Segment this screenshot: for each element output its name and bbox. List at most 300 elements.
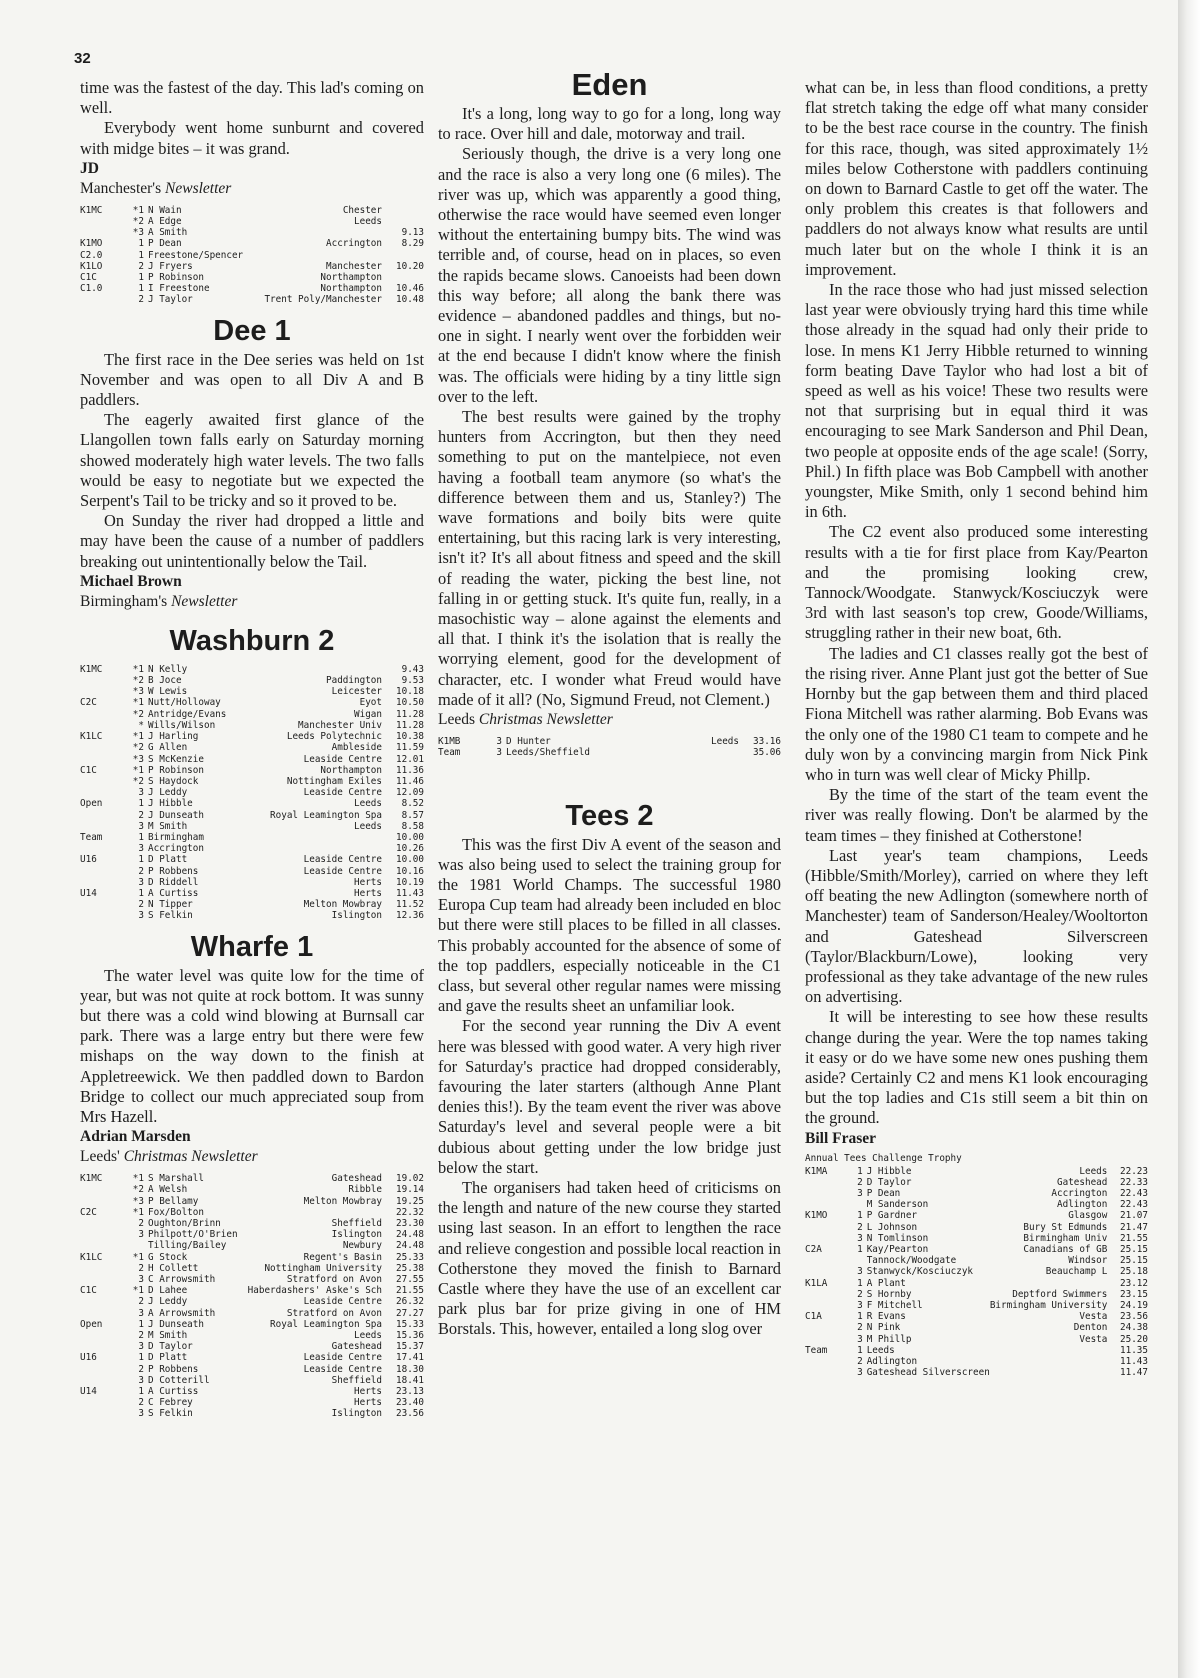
table-cell-club: Paddington xyxy=(326,675,382,687)
page-number: 32 xyxy=(74,50,91,67)
source: Leeds' Christmas Newsletter xyxy=(80,1148,258,1166)
table-cell-pos: 3 xyxy=(138,1408,144,1420)
table-cell-club xyxy=(241,1207,388,1218)
table-row xyxy=(80,283,424,294)
table-cell-time: 11.59 xyxy=(396,742,424,754)
table-cell-cls xyxy=(80,675,118,686)
table-cell-time: 11.28 xyxy=(396,708,424,720)
table-cell-club: Leaside Centre xyxy=(303,865,382,877)
table-cell-name: F Mitchell xyxy=(866,1300,923,1311)
table-cell-cls xyxy=(805,1188,840,1199)
table-cell-pos: *2 xyxy=(132,216,144,228)
table-cell-pos: 2 xyxy=(138,260,144,272)
table-cell-cls: Team xyxy=(80,831,103,843)
table-cell-club: Trent Poly/Manchester xyxy=(264,294,382,306)
table-cell-club: Leeds xyxy=(1079,1165,1108,1177)
table-cell-club: Leaside Centre xyxy=(303,1363,382,1375)
table-cell-club: Leeds xyxy=(354,216,382,228)
table-row xyxy=(805,1334,1148,1345)
table-row xyxy=(80,866,424,877)
table-cell-time: 8.29 xyxy=(401,238,424,250)
table-cell-cls xyxy=(80,877,118,888)
table-cell-cls xyxy=(80,686,118,697)
table-row xyxy=(805,1177,1148,1188)
table-cell-time: 23.40 xyxy=(396,1397,424,1409)
table-cell-cls: C1C xyxy=(80,764,97,776)
table-cell-cls xyxy=(80,1296,118,1307)
table-cell-time: 11.35 xyxy=(1120,1344,1148,1356)
table-cell-cls: C2C xyxy=(80,1206,97,1218)
table-cell-pos: 1 xyxy=(857,1311,863,1323)
table-cell-club: Stratford on Avon xyxy=(286,1307,382,1319)
table-cell-time: 8.57 xyxy=(401,809,424,821)
table-cell-name: P Robinson xyxy=(148,764,204,776)
table-cell-pos: 1 xyxy=(138,1352,144,1364)
paragraph: The water level was quite low for the time of year, but was not quite at rock bottom. It was sunny but there was a cold wind blowing at Burnsall car park. There was a large entry but there were few mishaps on the way down to the finish at Appletreewick. We then paddled down to Bardon Bridge to collect our much appreciated soup from Mrs Hazell. xyxy=(80,965,424,1126)
table-row xyxy=(80,854,424,865)
table-cell-club: Royal Leamington Spa xyxy=(270,809,382,821)
table-cell-time xyxy=(388,216,424,227)
table-cell-cls xyxy=(80,720,118,731)
table-cell-pos: *1 xyxy=(132,1251,144,1263)
table-cell-pos: *1 xyxy=(132,697,144,709)
table-cell-time: 24.48 xyxy=(396,1240,424,1252)
table-row xyxy=(805,1255,1148,1266)
table-cell-pos: *3 xyxy=(132,227,144,239)
table-cell-time: 15.36 xyxy=(396,1330,424,1342)
table-cell-pos: * xyxy=(138,719,144,731)
table-cell-pos: 2 xyxy=(138,1363,144,1375)
table-row xyxy=(80,1218,424,1229)
table-cell-cls: C1C xyxy=(80,1285,97,1297)
table-row xyxy=(80,205,424,216)
table-cell-cls: U16 xyxy=(80,1352,97,1364)
table-cell-name: P Robbens xyxy=(148,1363,199,1375)
table-cell-pos: 1 xyxy=(138,283,144,295)
table-row xyxy=(80,910,424,921)
table-cell-time: 23.56 xyxy=(1120,1311,1148,1323)
table-row xyxy=(80,832,424,843)
table-cell-pos: 3 xyxy=(857,1300,863,1311)
table-cell-pos: *3 xyxy=(132,1195,144,1207)
table-cell-name: S Marshall xyxy=(148,1173,204,1185)
table-cell-time: 10.16 xyxy=(396,865,424,877)
table-row xyxy=(80,1240,424,1251)
table-cell-time: 23.15 xyxy=(1120,1288,1148,1300)
table-cell-cls xyxy=(805,1255,840,1266)
table-cell-name: J Dunseath xyxy=(148,809,204,821)
table-cell-club: Windsor xyxy=(1068,1255,1108,1267)
table-cell-club xyxy=(990,1356,1114,1367)
table-cell-club: Leaside Centre xyxy=(303,753,382,765)
table-cell-time xyxy=(388,272,424,283)
table-cell-time: 35.06 xyxy=(753,747,781,759)
table-cell-pos: 3 xyxy=(138,843,144,855)
table-cell-club xyxy=(990,1278,1114,1289)
table-cell-cls: K1LC xyxy=(80,731,103,743)
table-cell-club xyxy=(676,747,745,758)
page-edge xyxy=(1178,0,1200,1678)
table-cell-club: Sheffield xyxy=(331,1374,382,1386)
table-cell-pos: *1 xyxy=(132,204,144,216)
table-cell-name: Fox/Bolton xyxy=(148,1206,204,1218)
table-cell-name: A Plant xyxy=(866,1277,906,1289)
table-cell-cls xyxy=(80,216,118,227)
table-cell-name: R Evans xyxy=(866,1311,906,1323)
table-row xyxy=(80,1263,424,1274)
table-cell-cls: K1LA xyxy=(805,1277,828,1289)
table-cell-name: J Harling xyxy=(148,731,199,743)
table-cell-club: Newbury xyxy=(342,1240,382,1252)
table-row xyxy=(80,1274,424,1285)
table-cell-name: S Hornby xyxy=(866,1288,912,1300)
table-cell-club: Leeds xyxy=(354,1330,382,1342)
table-cell-name: P Robbens xyxy=(148,865,199,877)
table-cell-time: 23.12 xyxy=(1120,1277,1148,1289)
table-cell-club: Ambleside xyxy=(331,742,382,754)
table-cell-pos: *1 xyxy=(132,731,144,743)
table-row xyxy=(80,1196,424,1207)
table-cell-time: 9.43 xyxy=(401,663,424,675)
table-cell-pos: 3 xyxy=(857,1367,863,1379)
paragraph: The first race in the Dee series was held on 1st November and was open to all Div A and B paddlers. xyxy=(80,349,424,410)
table-cell-pos: *2 xyxy=(132,742,144,754)
table-cell-pos: 3 xyxy=(138,1229,144,1241)
table-cell-name: A Arrowsmith xyxy=(148,1307,216,1319)
table-cell-cls xyxy=(80,1229,118,1240)
table-cell-cls xyxy=(805,1367,840,1378)
table-cell-cls: Team xyxy=(805,1344,828,1356)
table-cell-club: Stratford on Avon xyxy=(286,1274,382,1285)
table-cell-pos: 1 xyxy=(138,854,144,866)
table-cell-time: 25.15 xyxy=(1120,1255,1148,1267)
table-cell-club: Gateshead xyxy=(331,1341,382,1353)
source: Leeds Christmas Newsletter xyxy=(438,711,613,729)
table-cell-time: 23.13 xyxy=(396,1386,424,1398)
table-cell-pos: 3 xyxy=(138,1274,144,1285)
table-row xyxy=(80,686,424,697)
table-row xyxy=(80,731,424,742)
table-cell-name: C Arrowsmith xyxy=(148,1274,216,1285)
paragraph: This was the first Div A event of the season and was also being used to select the training group for the 1981 World Champs. The successful 1980 Europa Cup team had already been included en bloc but there were still places to be filled in all classes. This probably accounted for the absence of some of the top paddlers, especially noticeable in the C1 class, but several other regular names were missing and gave the results sheet an unfamiliar look. xyxy=(438,834,781,1016)
table-row xyxy=(80,877,424,888)
table-cell-cls xyxy=(80,227,118,238)
table-cell-time: 9.53 xyxy=(401,675,424,687)
table-cell-cls xyxy=(80,1408,118,1419)
table-cell-cls xyxy=(805,1199,840,1210)
table-cell-name: A Curtiss xyxy=(148,1386,199,1398)
results-table xyxy=(80,664,424,922)
paragraph: The ladies and C1 classes really got the best of the rising river. Anne Plant just got the better of Sue Hornby but the gap between them and third placed Fiona Mitchell was rather alarming. Bob Evans was the only one of the 1980 C1 team to compete and he duly won by a convincing margin from Nick Pink who in turn was well clear of Micky Phillp. xyxy=(805,643,1148,784)
table-cell-name: N Wain xyxy=(148,204,182,216)
table-row xyxy=(805,1266,1148,1277)
table-cell-club: Nottingham University xyxy=(264,1262,382,1274)
table-row xyxy=(80,810,424,821)
table-cell-name: P Robinson xyxy=(148,272,204,284)
table-cell-pos: 2 xyxy=(138,1217,144,1229)
table-cell-cls: Open xyxy=(80,1318,103,1330)
table-row xyxy=(438,736,781,747)
table-cell-pos: 2 xyxy=(138,1330,144,1342)
table-cell-time: 15.37 xyxy=(396,1341,424,1353)
table-cell-time: 12.01 xyxy=(396,753,424,765)
table-cell-cls: K1MC xyxy=(80,663,103,675)
table-cell-time: 19.02 xyxy=(396,1173,424,1185)
table-cell-pos: 2 xyxy=(857,1322,863,1334)
table-cell-club: Islington xyxy=(331,1408,382,1420)
table-cell-cls xyxy=(80,1184,118,1195)
table-cell-time: 23.56 xyxy=(396,1408,424,1420)
table-cell-club: Leicester xyxy=(331,686,382,698)
table-cell-club: Leeds Polytechnic xyxy=(286,731,382,743)
table-cell-cls xyxy=(80,742,118,753)
source: Birmingham's Newsletter xyxy=(80,592,238,610)
table-cell-club: Northampton xyxy=(320,272,382,284)
table-cell-name: D Hunter xyxy=(506,736,551,748)
table-cell-club: Nottingham Exiles xyxy=(286,775,382,787)
table-row xyxy=(805,1311,1148,1322)
results-table xyxy=(80,1173,424,1419)
table-row xyxy=(80,1285,424,1296)
table-cell-time: 10.18 xyxy=(396,686,424,698)
table-row xyxy=(80,798,424,809)
table-cell-time: 21.55 xyxy=(1120,1232,1148,1244)
paragraph: The eagerly awaited first glance of the Llangollen town falls early on Saturday morning showed moderately high water levels. The two falls would be easy to negotiate but we expected the Serpent's Tail to be tricky and so it proved to be. xyxy=(80,410,424,511)
table-cell-name: N Tomlinson xyxy=(866,1232,929,1244)
table-cell-club xyxy=(990,1367,1114,1378)
paragraph: In the race those who had just missed selection last year were obviously trying hard this time while those already in the squad had only their pride to lose. In mens K1 Jerry Hibble returned to winning form beating Dave Taylor who had lost a bit of speed as well as his voice! These two results were not that surprising but in equal third it was encouraging to see Mark Sanderson and Phil Dean, two people at opposite ends of the age scale! (Sorry, Phil.) In fifth place was Bob Campbell with another youngster, Mike Smith, only 1 second behind him in 6th. xyxy=(805,280,1148,522)
source: Manchester's Newsletter xyxy=(80,179,232,197)
table-cell-time xyxy=(388,205,424,216)
table-cell-club: Adlington xyxy=(1057,1199,1108,1211)
table-cell-time: 12.09 xyxy=(396,787,424,799)
table-row xyxy=(80,1375,424,1386)
table-cell-time: 10.38 xyxy=(396,731,424,743)
table-cell-club: Herts xyxy=(354,1397,382,1409)
table-cell-time: 25.38 xyxy=(396,1262,424,1274)
table-row xyxy=(805,1322,1148,1333)
table-cell-cls: K1MB xyxy=(438,736,461,748)
table-row xyxy=(805,1345,1148,1356)
table-cell-club: Glasgow xyxy=(1068,1210,1108,1222)
table-cell-club: Leeds xyxy=(711,736,739,748)
table-cell-cls xyxy=(80,1240,118,1251)
column-1 xyxy=(80,78,424,1428)
table-row xyxy=(80,742,424,753)
table-cell-club: Melton Mowbray xyxy=(303,899,382,911)
table-cell-name: N Pink xyxy=(866,1322,901,1334)
table-cell-cls xyxy=(80,1218,118,1229)
table-cell-name: A Welsh xyxy=(148,1184,188,1196)
table-cell-time: 12.36 xyxy=(396,910,424,922)
table-cell-cls xyxy=(80,1330,118,1341)
table-row xyxy=(80,1386,424,1397)
table-row xyxy=(805,1278,1148,1289)
table-cell-cls: Open xyxy=(80,798,103,810)
article-title: Dee 1 xyxy=(213,314,291,347)
table-row xyxy=(80,697,424,708)
table-cell-club xyxy=(252,227,388,238)
table-cell-name: Freestone/Spencer xyxy=(148,249,244,261)
table-cell-name: Adlington xyxy=(866,1356,918,1368)
table-cell-time: 19.25 xyxy=(396,1195,424,1207)
table-cell-time: 11.36 xyxy=(396,764,424,776)
table-cell-time: 11.46 xyxy=(396,775,424,787)
table-cell-name: J Dunseath xyxy=(148,1318,204,1330)
table-cell-time: 11.52 xyxy=(396,899,424,911)
table-cell-cls xyxy=(80,1375,118,1386)
paragraph: The C2 event also produced some interesting results with a tie for first place from Kay/Pearton and the promising looking crew, Tannock/Woodgate. Stanwyck/Kosciuczyk were 3rd with last season's top crew, Goode/Williams, struggling rather in their new boat, 6th. xyxy=(805,522,1148,643)
table-cell-club: Accrington xyxy=(1051,1187,1108,1199)
table-row xyxy=(805,1289,1148,1300)
table-cell-time: 21.47 xyxy=(1120,1221,1148,1233)
table-row xyxy=(80,1319,424,1330)
table-cell-club: Gateshead xyxy=(331,1173,382,1185)
table-cell-pos: 1 xyxy=(138,831,144,843)
table-cell-name: M Smith xyxy=(148,1330,188,1342)
table-cell-time: 11.28 xyxy=(396,719,424,731)
column-3 xyxy=(805,78,1148,1386)
table-cell-time: 22.43 xyxy=(1120,1199,1148,1211)
table-cell-pos: 3 xyxy=(857,1333,863,1345)
paragraph: By the time of the start of the team event the river was really flowing. Don't be alarmed by the team times – they finished at Cotherstone! xyxy=(805,785,1148,845)
table-cell-club: Wigan xyxy=(354,708,382,720)
table-row xyxy=(80,1408,424,1419)
article-title: Wharfe 1 xyxy=(190,930,314,963)
table-row xyxy=(80,709,424,720)
table-cell-cls: U16 xyxy=(80,854,97,866)
table-row xyxy=(80,1252,424,1263)
table-cell-pos: 3 xyxy=(496,736,502,748)
table-cell-pos: *1 xyxy=(132,663,144,675)
table-row xyxy=(80,294,424,305)
table-cell-cls xyxy=(80,709,118,720)
table-row xyxy=(805,1199,1148,1210)
table-cell-time: 22.23 xyxy=(1120,1165,1148,1177)
table-cell-name: Leeds xyxy=(866,1344,895,1356)
table-cell-time: 10.26 xyxy=(396,843,424,855)
table-row xyxy=(80,1352,424,1363)
table-row xyxy=(805,1188,1148,1199)
paragraph: For the second year running the Div A event here was blessed with good water. A very high river for Saturday's practice had dropped considerably, favouring the later starters (although Anne Plant denies this!). By the team event the river was above Saturday's level and several people were a bit dubious about getting under the low bridge just below the start. xyxy=(438,1016,781,1177)
table-cell-cls xyxy=(805,1177,840,1188)
table-cell-time: 25.15 xyxy=(1120,1243,1148,1255)
table-cell-pos: 1 xyxy=(138,249,144,261)
table-cell-time: 27.27 xyxy=(396,1307,424,1319)
table-row xyxy=(80,238,424,249)
table-cell-pos: 3 xyxy=(138,910,144,922)
table-cell-club: Islington xyxy=(331,910,382,922)
table-cell-cls xyxy=(80,866,118,877)
table-cell-cls xyxy=(805,1289,840,1300)
paragraph: The organisers had taken heed of criticisms on the length and nature of the new course they started using last season. In an effort to lengthen the race and relieve congestion and possible local reaction in Cotherstone they moved the finish to Barnard Castle where they have the use of an excellent car park plus bar for prize giving in one of HM Borstals. This, however, entailed a long slog over xyxy=(438,1177,781,1339)
table-row xyxy=(805,1166,1148,1177)
table-cell-pos: 3 xyxy=(857,1187,863,1199)
table-cell-name: Birmingham xyxy=(148,831,204,843)
table-cell-name: M Sanderson xyxy=(866,1199,929,1211)
table-row xyxy=(80,821,424,832)
paragraph: what can be, in less than flood conditions, a pretty flat stretch taking the edge off what many consider to be the best race course in the country. The finish for this race, though, was sited approximately 1½ miles below Cotherstone with paddlers continuing on down to Barnard Castle to get off the water. The only problem this creates is that followers and paddlers do not always know what results are until much later but on the whole I think it is an improvement. xyxy=(805,78,1148,279)
table-cell-pos: 3 xyxy=(138,820,144,832)
table-cell-cls xyxy=(805,1334,840,1345)
table-cell-pos: 1 xyxy=(857,1243,863,1255)
table-cell-time: 10.50 xyxy=(396,697,424,709)
table-cell-cls: C2.0 xyxy=(80,249,103,261)
table-cell-club: Ribble xyxy=(348,1184,382,1196)
table-cell-pos: *2 xyxy=(132,775,144,787)
table-row xyxy=(80,272,424,283)
table-cell-name: Gateshead Silverscreen xyxy=(866,1367,990,1379)
paragraph: On Sunday the river had dropped a little and may have been the cause of a number of paddlers breaking out unintentionally below the Tail. xyxy=(80,511,424,571)
table-cell-cls xyxy=(80,1308,118,1319)
table-cell-pos: 3 xyxy=(138,1307,144,1319)
table-cell-name: J Leddy xyxy=(148,1296,188,1308)
table-cell-club: Leaside Centre xyxy=(303,787,382,799)
table-cell-name: D Riddell xyxy=(148,876,199,888)
table-cell-pos: 3 xyxy=(138,876,144,888)
table-cell-club: Sheffield xyxy=(331,1217,382,1229)
table-row xyxy=(80,720,424,731)
table-cell-name: L Johnson xyxy=(866,1221,918,1233)
table-cell-pos: 3 xyxy=(496,747,502,759)
table-row xyxy=(805,1233,1148,1244)
table-cell-pos: 2 xyxy=(857,1176,863,1188)
table-cell-name: G Allen xyxy=(148,742,188,754)
table-cell-time: 8.58 xyxy=(401,820,424,832)
table-cell-time: 21.07 xyxy=(1120,1210,1148,1222)
table-cell-pos: 3 xyxy=(138,1374,144,1386)
table-cell-name: S Haydock xyxy=(148,775,199,787)
table-cell-time: 22.33 xyxy=(1120,1176,1148,1188)
table-cell-cls xyxy=(80,754,118,765)
table-cell-club: Gateshead xyxy=(1057,1176,1108,1188)
results-table xyxy=(805,1166,1148,1379)
table-cell-pos: 2 xyxy=(857,1356,863,1368)
table-cell-club: Birmingham University xyxy=(989,1300,1108,1311)
table-cell-name: Nutt/Holloway xyxy=(148,697,221,709)
table-cell-pos: 3 xyxy=(857,1266,863,1278)
table-cell-cls xyxy=(80,810,118,821)
table-cell-cls xyxy=(80,294,118,305)
table-row xyxy=(805,1210,1148,1221)
table-cell-name: A Edge xyxy=(148,216,182,228)
byline: JD xyxy=(80,159,99,177)
table-caption: Annual Tees Challenge Trophy xyxy=(805,1152,962,1164)
table-cell-club: Herts xyxy=(354,887,382,899)
table-row xyxy=(80,250,424,261)
table-cell-cls xyxy=(805,1356,840,1367)
table-cell-pos: 1 xyxy=(857,1277,863,1289)
table-cell-time: 10.00 xyxy=(396,831,424,843)
table-cell-pos: *1 xyxy=(132,1206,144,1218)
table-cell-club: Leeds xyxy=(354,820,382,832)
table-cell-name: B Joce xyxy=(148,675,182,687)
table-cell-club: Haberdashers' Aske's Sch xyxy=(247,1285,382,1297)
table-cell-name: M Smith xyxy=(148,820,188,832)
table-cell-club: Herts xyxy=(354,1386,382,1398)
table-cell-pos: 2 xyxy=(138,1397,144,1409)
table-cell-club: Royal Leamington Spa xyxy=(270,1318,382,1330)
table-cell-pos: 3 xyxy=(857,1232,863,1244)
table-row xyxy=(80,1330,424,1341)
table-cell-pos: 2 xyxy=(138,1262,144,1274)
table-cell-time: 10.00 xyxy=(396,854,424,866)
table-cell-pos: 1 xyxy=(138,798,144,810)
table-cell-club: Regent's Basin xyxy=(303,1251,382,1263)
table-cell-pos: *1 xyxy=(132,1285,144,1297)
table-row xyxy=(80,1397,424,1408)
table-cell-cls: Team xyxy=(438,747,461,759)
